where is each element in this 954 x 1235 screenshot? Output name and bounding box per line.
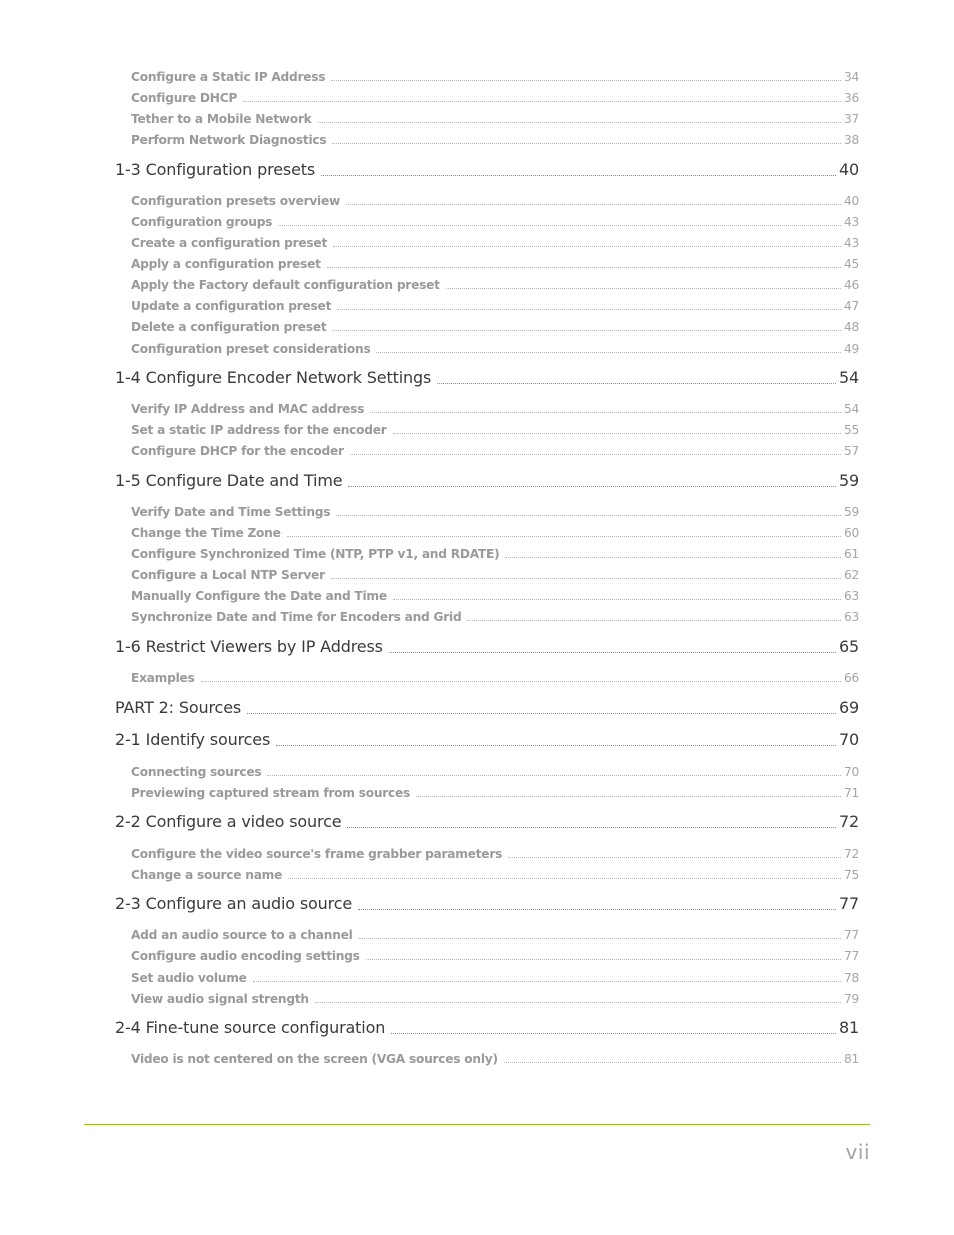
toc-page-number: 54 [843, 402, 859, 416]
toc-dot-leader [315, 1002, 841, 1003]
toc-page-number: 65 [838, 637, 859, 656]
toc-subsection-entry[interactable] [131, 990, 859, 1006]
toc-subsection-entry[interactable] [131, 400, 859, 416]
toc-entry-title: Configure a Local NTP Server [131, 568, 325, 582]
toc-subsection-entry[interactable] [131, 297, 859, 313]
toc-subsection-entry[interactable] [131, 845, 859, 861]
toc-entry-title: Verify Date and Time Settings [131, 505, 331, 519]
toc-page-number: 81 [843, 1052, 859, 1066]
toc-entry-title: 1-5 Configure Date and Time [115, 471, 343, 490]
toc-entry-title: Video is not centered on the screen (VGA sources only) [131, 1052, 498, 1066]
toc-entry-title: 1-3 Configuration presets [115, 160, 316, 179]
toc-entry-title: Add an audio source to a channel [131, 928, 353, 942]
toc-page-number: 78 [843, 971, 859, 985]
toc-entry-title: Manually Configure the Date and Time [131, 589, 387, 603]
toc-page-number: 48 [843, 320, 859, 334]
toc-subsection-entry[interactable] [131, 89, 859, 105]
toc-entry-title: Apply the Factory default configuration preset [131, 278, 440, 292]
toc-section-entry[interactable] [115, 366, 859, 387]
toc-entry-title: Configure DHCP [131, 91, 238, 105]
toc-page-number: 63 [843, 589, 859, 603]
toc-page-number: 37 [843, 112, 859, 126]
toc-page-number: 59 [843, 505, 859, 519]
page-number: vii [845, 1140, 870, 1164]
toc-page-number: 59 [838, 471, 859, 490]
toc-entry-title: Configure Synchronized Time (NTP, PTP v1, and RDATE) [131, 547, 500, 561]
toc-dot-leader [505, 557, 841, 558]
toc-dot-leader [416, 796, 841, 797]
toc-dot-leader [327, 267, 841, 268]
toc-page-number: 46 [843, 278, 859, 292]
toc-page-number: 54 [838, 368, 859, 387]
toc-page-number: 77 [843, 928, 859, 942]
toc-entry-title: Delete a configuration preset [131, 320, 327, 334]
toc-entry-title: Connecting sources [131, 765, 262, 779]
toc-subsection-entry[interactable] [131, 340, 859, 356]
toc-entry-title: Configuration groups [131, 215, 273, 229]
toc-entry-title: Set audio volume [131, 971, 247, 985]
toc-subsection-entry[interactable] [131, 442, 859, 458]
toc-page-number: 69 [838, 698, 859, 717]
toc-entry-title: Change the Time Zone [131, 526, 281, 540]
toc-dot-leader [336, 515, 841, 516]
toc-page-number: 72 [843, 847, 859, 861]
toc-entry-title: Apply a configuration preset [131, 257, 321, 271]
toc-dot-leader [359, 938, 841, 939]
toc-subsection-entry[interactable] [131, 866, 859, 882]
toc-entry-title: Configure the video source's frame grabber parameters [131, 847, 503, 861]
toc-page-number: 66 [843, 671, 859, 685]
toc-page-number: 77 [838, 894, 859, 913]
toc-entry-title: 2-1 Identify sources [115, 730, 271, 749]
toc-page-number: 43 [843, 215, 859, 229]
toc-entry-title: Set a static IP address for the encoder [131, 423, 387, 437]
toc-page-number: 40 [843, 194, 859, 208]
toc-dot-leader [508, 857, 841, 858]
toc-subsection-entry[interactable] [131, 255, 859, 271]
toc-entry-title: Update a configuration preset [131, 299, 332, 313]
toc-dot-leader [504, 1062, 841, 1063]
toc-page-number: 43 [843, 236, 859, 250]
toc-page-number: 57 [843, 444, 859, 458]
toc-page-number: 63 [843, 610, 859, 624]
toc-dot-leader [370, 412, 841, 413]
toc-section-entry[interactable] [115, 469, 859, 490]
toc-subsection-entry[interactable] [131, 192, 859, 208]
toc-entry-title: Configure DHCP for the encoder [131, 444, 344, 458]
toc-section-entry[interactable] [115, 635, 859, 656]
toc-subsection-entry[interactable] [131, 234, 859, 250]
toc-section-entry[interactable] [115, 158, 859, 179]
toc-subsection-entry[interactable] [131, 969, 859, 985]
toc-dot-leader [446, 288, 841, 289]
toc-subsection-entry[interactable] [131, 131, 859, 147]
toc-subsection-entry[interactable] [131, 68, 859, 84]
toc-dot-leader [350, 454, 841, 455]
toc-page-number: 79 [843, 992, 859, 1006]
toc-page-number: 71 [843, 786, 859, 800]
toc-subsection-entry[interactable] [131, 110, 859, 126]
toc-entry-title: Tether to a Mobile Network [131, 112, 312, 126]
toc-entry-title: Verify IP Address and MAC address [131, 402, 365, 416]
toc-entry-title: Perform Network Diagnostics [131, 133, 327, 147]
toc-page-number: 61 [843, 547, 859, 561]
toc-subsection-entry[interactable] [131, 947, 859, 963]
toc-dot-leader [393, 599, 841, 600]
toc-subsection-entry[interactable] [131, 566, 859, 582]
toc-section-entry[interactable] [115, 1016, 859, 1037]
toc-dot-leader [376, 352, 841, 353]
toc-page-number: 75 [843, 868, 859, 882]
toc-entry-title: Create a configuration preset [131, 236, 328, 250]
toc-dot-leader [267, 775, 841, 776]
toc-dot-leader [389, 652, 836, 653]
footer-divider [84, 1124, 870, 1125]
toc-subsection-entry[interactable] [131, 503, 859, 519]
toc-dot-leader [243, 101, 841, 102]
toc-dot-leader [346, 204, 841, 205]
toc-page-number: 70 [838, 730, 859, 749]
toc-dot-leader [321, 175, 836, 176]
toc-dot-leader [278, 225, 841, 226]
toc-subsection-entry[interactable] [131, 318, 859, 334]
toc-entry-title: Configuration preset considerations [131, 342, 371, 356]
toc-page-number: 45 [843, 257, 859, 271]
toc-section-entry[interactable] [115, 892, 859, 913]
toc-dot-leader [332, 330, 841, 331]
toc-page-number: 40 [838, 160, 859, 179]
toc-dot-leader [331, 578, 841, 579]
toc-subsection-entry[interactable] [131, 276, 859, 292]
toc-dot-leader [393, 433, 841, 434]
toc-entry-title: 1-6 Restrict Viewers by IP Address [115, 637, 383, 656]
toc-dot-leader [337, 309, 841, 310]
toc-subsection-entry[interactable] [131, 669, 859, 685]
toc-subsection-entry[interactable] [131, 587, 859, 603]
toc-page-number: 47 [843, 299, 859, 313]
toc-dot-leader [201, 681, 841, 682]
toc-page-number: 72 [838, 812, 859, 831]
toc-subsection-entry[interactable] [131, 213, 859, 229]
toc-entry-title: PART 2: Sources [115, 698, 242, 717]
toc-page-number: 49 [843, 342, 859, 356]
toc-page-number: 77 [843, 949, 859, 963]
toc-page-number: 70 [843, 765, 859, 779]
toc-section-entry[interactable] [115, 728, 859, 749]
toc-subsection-entry[interactable] [131, 608, 859, 624]
toc-subsection-entry[interactable] [131, 784, 859, 800]
toc-subsection-entry[interactable] [131, 524, 859, 540]
toc-page-number: 60 [843, 526, 859, 540]
toc-entry-title: Previewing captured stream from sources [131, 786, 411, 800]
toc-entry-title: Configure audio encoding settings [131, 949, 360, 963]
toc-subsection-entry[interactable] [131, 1050, 859, 1066]
toc-page-number: 81 [838, 1018, 859, 1037]
toc-dot-leader [331, 80, 841, 81]
toc-page-number: 55 [843, 423, 859, 437]
toc-entry-title: 2-3 Configure an audio source [115, 894, 353, 913]
toc-dot-leader [332, 143, 841, 144]
toc-entry-title: 1-4 Configure Encoder Network Settings [115, 368, 432, 387]
toc-dot-leader [347, 827, 835, 828]
toc-entry-title: Configure a Static IP Address [131, 70, 326, 84]
toc-page-number: 38 [843, 133, 859, 147]
toc-section-entry[interactable] [115, 810, 859, 831]
toc-dot-leader [276, 745, 836, 746]
toc-dot-leader [467, 620, 841, 621]
toc-entry-title: View audio signal strength [131, 992, 309, 1006]
toc-dot-leader [253, 981, 841, 982]
toc-section-entry[interactable] [115, 696, 859, 717]
toc-entry-title: Configuration presets overview [131, 194, 340, 208]
toc-subsection-entry[interactable] [131, 763, 859, 779]
toc-dot-leader [247, 713, 836, 714]
toc-subsection-entry[interactable] [131, 926, 859, 942]
toc-dot-leader [366, 959, 841, 960]
toc-dot-leader [288, 878, 841, 879]
toc-entry-title: Examples [131, 671, 195, 685]
toc-entry-title: 2-2 Configure a video source [115, 812, 342, 831]
toc-dot-leader [287, 536, 841, 537]
toc-dot-leader [333, 246, 841, 247]
toc-dot-leader [391, 1033, 836, 1034]
toc-entry-title: Synchronize Date and Time for Encoders and Grid [131, 610, 462, 624]
toc-subsection-entry[interactable] [131, 545, 859, 561]
toc-page-number: 34 [843, 70, 859, 84]
toc-entry-title: 2-4 Fine-tune source configuration [115, 1018, 386, 1037]
toc-dot-leader [437, 383, 836, 384]
toc-page-number: 62 [843, 568, 859, 582]
toc-entry-title: Change a source name [131, 868, 283, 882]
toc-dot-leader [358, 909, 836, 910]
toc-dot-leader [318, 122, 841, 123]
toc-page-number: 36 [843, 91, 859, 105]
toc-subsection-entry[interactable] [131, 421, 859, 437]
toc-dot-leader [348, 486, 835, 487]
